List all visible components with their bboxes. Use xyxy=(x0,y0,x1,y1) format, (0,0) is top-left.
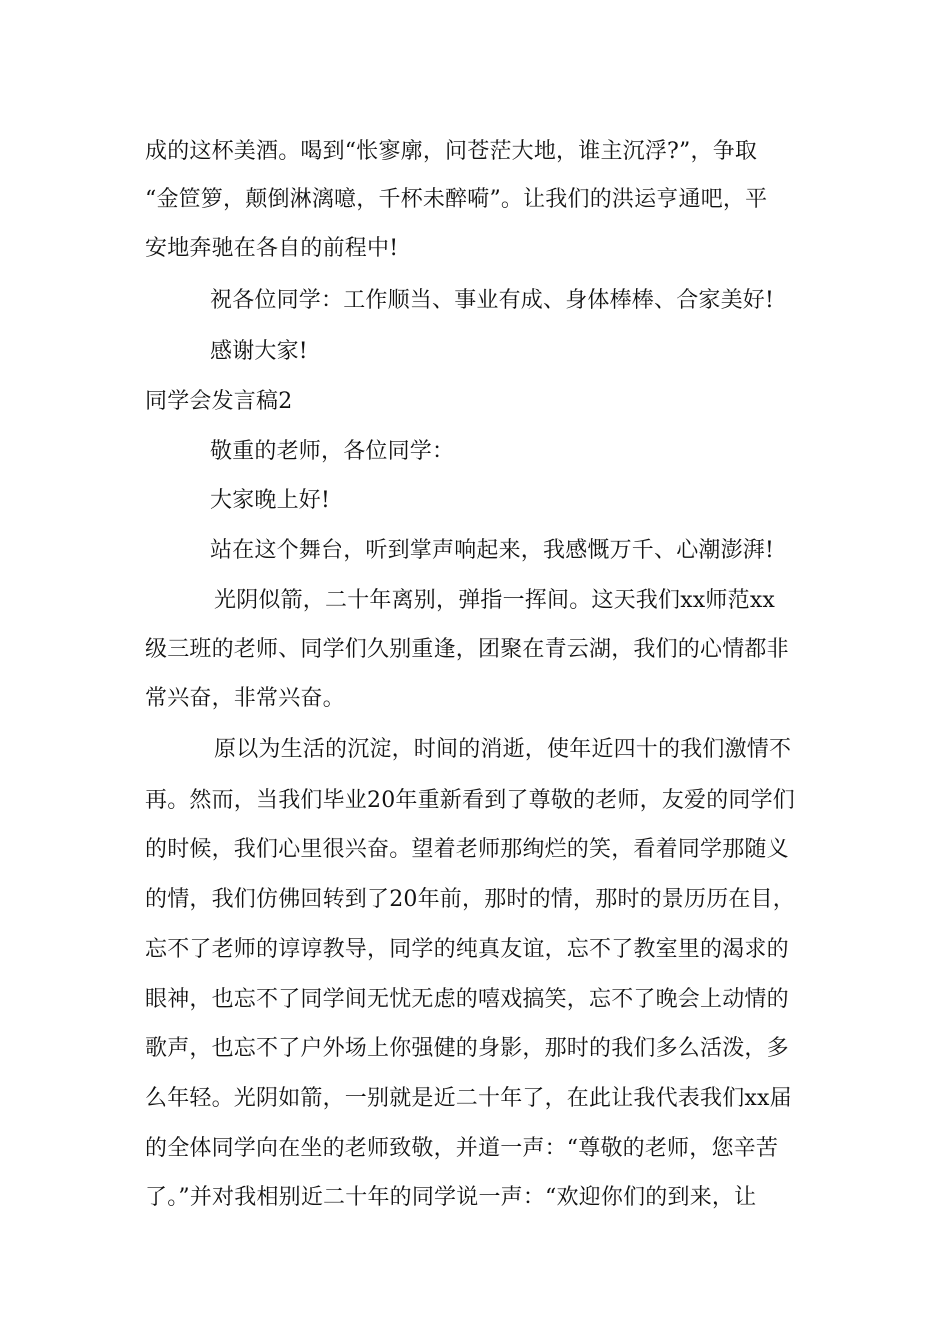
text-line: “金笸箩，颠倒淋漓噫，千杯未醉嗬”。让我们的洪运亨通吧，平 xyxy=(145,187,768,212)
text-line: 光阴似箭，二十年离别，弹指一挥间。这天我们xx师范xx xyxy=(214,588,776,613)
text-line: 级三班的老师、同学们久别重逢，团聚在青云湖，我们的心情都非 xyxy=(145,637,789,662)
text-line: 大家晚上好! xyxy=(210,488,331,513)
text-line: 的时候，我们心里很兴奋。望着老师那绚烂的笑，看着同学那随义 xyxy=(145,837,789,862)
section-heading: 同学会发言稿2 xyxy=(145,389,293,414)
text-line: 站在这个舞台，听到掌声响起来，我感慨万千、心潮澎湃! xyxy=(210,538,775,563)
text-line: 的全体同学向在坐的老师致敬，并道一声：“尊敬的老师，您辛苦 xyxy=(145,1136,779,1161)
text-line: 眼神，也忘不了同学间无忧无虑的嘻戏搞笑，忘不了晚会上动情的 xyxy=(145,987,789,1012)
text-line: 感谢大家! xyxy=(210,339,308,364)
text-line: 常兴奋，非常兴奋。 xyxy=(145,686,345,711)
text-line: 安地奔驰在各自的前程中! xyxy=(145,236,399,261)
text-line: 祝各位同学：工作顺当、事业有成、身体棒棒、合家美好! xyxy=(210,288,775,313)
text-line: 原以为生活的沉淀，时间的消逝，使年近四十的我们激情不 xyxy=(214,737,792,762)
text-line: 的情，我们仿佛回转到了20年前，那时的情，那时的景历历在目， xyxy=(145,887,795,912)
text-line: 忘不了老师的谆谆教导，同学的纯真友谊，忘不了教室里的渴求的 xyxy=(145,937,789,962)
text-line: 歌声，也忘不了户外场上你强健的身影，那时的我们多么活泼，多 xyxy=(145,1036,789,1061)
text-line: 再。然而，当我们毕业20年重新看到了尊敬的老师，友爱的同学们 xyxy=(145,788,795,813)
text-line: 么年轻。光阴如箭，一别就是近二十年了，在此让我代表我们xx届 xyxy=(145,1086,792,1111)
text-line: 成的这杯美酒。喝到“怅寥廓，问苍茫大地，谁主沉浮?”，争取 xyxy=(145,139,758,164)
text-line: 敬重的老师，各位同学： xyxy=(210,439,455,464)
text-line: 了。”并对我相别近二十年的同学说一声：“欢迎你们的到来，让 xyxy=(145,1185,757,1210)
